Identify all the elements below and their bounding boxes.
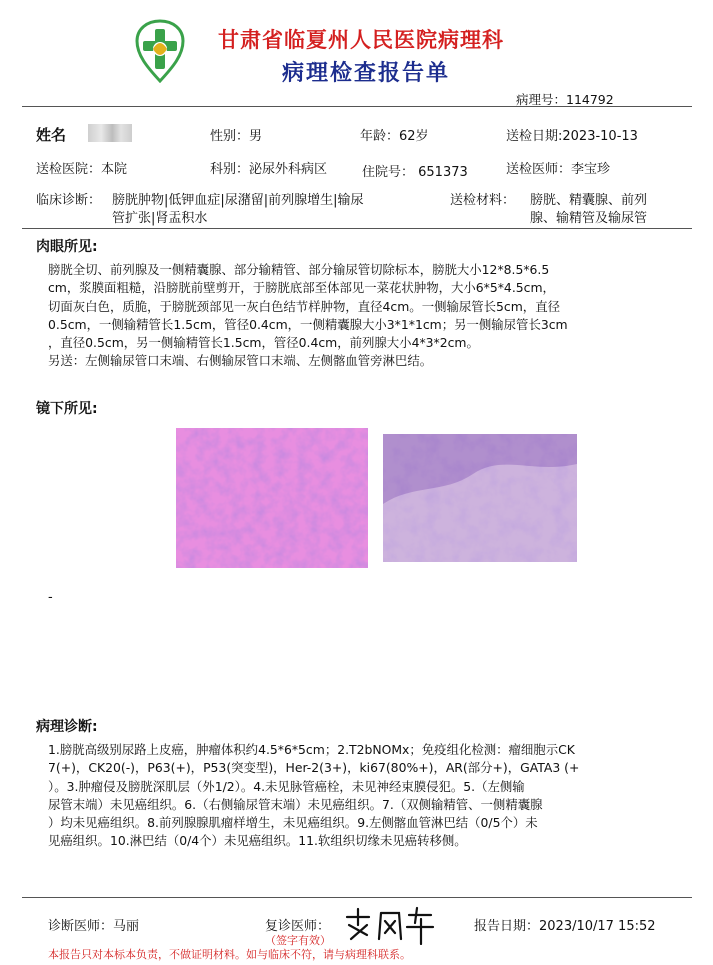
- gross-heading: 肉眼所见:: [36, 239, 98, 255]
- submit-doctor-field: 送检医师：李宝珍: [506, 162, 611, 177]
- diagnosis-line: 尿管末端）未见癌组织。6.（右侧输尿管末端）未见癌组织。7.（双侧输精管、一侧精囊腺: [48, 796, 543, 812]
- diagnosis-description: [48, 741, 579, 851]
- clinical-diagnosis-line1: 膀胱肿物|低钾血症|尿潴留|前列腺增生|输尿: [112, 193, 364, 208]
- handwritten-signature: [343, 905, 435, 945]
- sex-field: 性别：男: [210, 129, 263, 144]
- hospital-name: 甘肃省临夏州人民医院病理科: [218, 27, 504, 52]
- material-label: 送检材料：: [450, 193, 516, 208]
- diagnosis-line: ）均未见癌组织。8.前列腺腺肌瘤样增生，未见癌组织。9.左侧髂血管淋巴结（0/5个）未: [48, 815, 538, 831]
- diagnosis-line: 见癌组织。10.淋巴结（0/4个）未见癌组织。11.软组织切缘未见癌转移侧。: [48, 833, 467, 849]
- report-date: 报告日期：2023/10/17 15:52: [474, 919, 656, 934]
- microscopic-heading: 镜下所见:: [36, 401, 98, 417]
- footer-divider: [22, 897, 692, 898]
- gross-line: 另送：左侧输尿管口末端、右侧输尿管口末端、左侧髂血管旁淋巴结。: [48, 353, 433, 369]
- diagnosis-line: ）。3.肿瘤侵及膀胱深肌层（外1/2）。4.未见脉管癌栓，未见神经束膜侵犯。5.（左侧输: [48, 778, 525, 794]
- diagnosis-line: 1.膀胱高级别尿路上皮癌，肿瘤体积约4.5*6*5cm；2.T2bNOMx；免疫组化检测：瘤细胞示CK: [48, 742, 575, 757]
- report-title: 病理检查报告单: [282, 60, 451, 86]
- info-divider: [22, 228, 692, 229]
- submit-date-field: 送检日期:2023-10-13: [506, 129, 638, 144]
- gross-line: 0.5cm，一侧输精管长1.5cm，管径0.4cm，一侧精囊腺大小3*1*1cm；另一侧输尿管长3cm: [48, 316, 568, 332]
- gross-line: ，直径0.5cm，另一侧输精管长1.5cm，管径0.4cm，前列腺大小4*3*2cm。: [48, 335, 479, 351]
- micrograph-image-2: [383, 434, 577, 562]
- gross-line: 切面灰白色，质脆，于膀胱颈部见一灰白色结节样肿物，直径4cm。一侧输尿管长5cm，直径: [48, 298, 560, 314]
- department-field: 科别：泌尿外科病区: [210, 162, 328, 177]
- gross-description: [48, 261, 568, 371]
- submit-hospital-field: 送检医院：本院: [36, 162, 128, 177]
- diagnosis-heading: 病理诊断:: [36, 719, 98, 735]
- hospital-logo: [133, 19, 187, 83]
- redacted-name: [88, 124, 132, 142]
- clinical-diagnosis-label: 临床诊断：: [36, 193, 102, 208]
- clinical-diagnosis-line2: 管扩张|肾盂积水: [112, 211, 208, 226]
- admission-number-field: 住院号： 651373: [362, 165, 468, 180]
- pathology-number: 病理号：114792: [516, 92, 614, 107]
- review-doctor-label: 复诊医师：: [265, 919, 331, 934]
- gross-line: 膀胱全切、前列腺及一侧精囊腺、部分输精管、部分输尿管切除标本，膀胱大小12*8.5*6.5: [48, 262, 550, 277]
- signature-note: （签字有效）: [265, 934, 331, 947]
- age-field: 年龄：62岁: [360, 129, 429, 144]
- header-divider: [22, 106, 692, 107]
- micrograph-image-1: [176, 428, 368, 568]
- material-line2: 腺、输精管及输尿管: [530, 211, 648, 226]
- diagnosing-doctor: 诊断医师：马丽: [48, 919, 140, 934]
- material-line1: 膀胱、精囊腺、前列: [530, 193, 648, 208]
- name-label: 姓名: [36, 126, 67, 144]
- diagnosis-line: 7(+)，CK20(-)，P63(+)，P53(突变型)，Her-2(3+)，ki67(80%+)，AR(部分+)，GATA3 (+: [48, 760, 580, 776]
- disclaimer: 本报告只对本标本负责，不做证明材料。如与临床不符，请与病理科联系。: [48, 948, 411, 961]
- gross-line: cm，浆膜面粗糙，沿膀胱前壁剪开，于膀胱底部至体部见一菜花状肿物，大小6*5*4.5cm，: [48, 280, 555, 296]
- microscopic-placeholder: -: [48, 590, 53, 605]
